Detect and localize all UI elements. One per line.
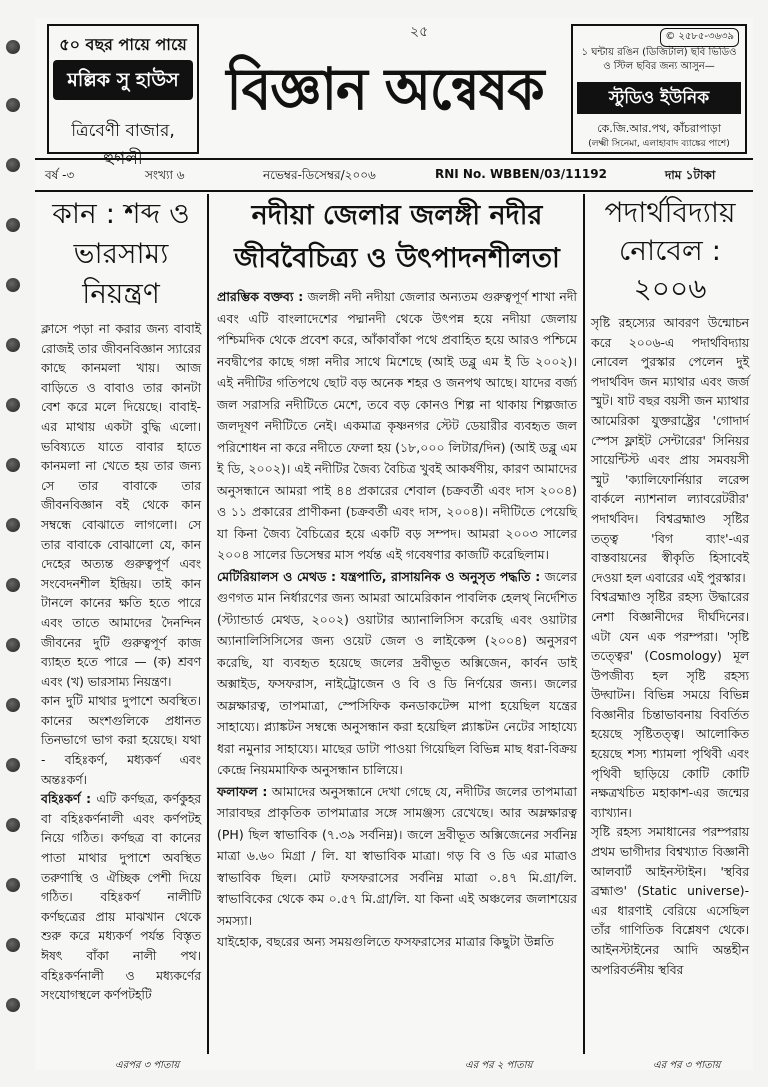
article-heading: পদার্থবিদ্যায় নোবেল : ২০০৬ — [604, 196, 736, 305]
article-jalangi-river — [217, 194, 577, 953]
binder-holes — [6, 30, 28, 1070]
continued-note: এর পর ২ পাতায় — [465, 1060, 533, 1071]
paragraph-label: প্রারম্ভিক বক্তব্য : — [217, 289, 304, 304]
ad-offer-text: ১ ঘন্টায় রঙিন (ডিজিটাল) ছবি ভিডিও ও স্টিল ছবির জন্য আসুন— — [581, 47, 737, 72]
article-paragraph: সৃষ্টি রহস্যের আবরণ উন্মোচন করে ২০০৬-এ পদার্থবিদ্যায় নোবেল পুরস্কার পেলেন দুই পদার্থবিদ জন ম্যাথার এবং জর্জ স্মুট। ষাট বছর বয়সী জন ম্যাথার আমেরিকা যুক্তরাষ্ট্রের 'গোদার্দ স্পেস ফ্লাইট সেন্টারের' সিনিয়র সায়েন্টিস্ট এবং প্রায় সমবয়সী স্মুট 'ক্যালিফোর্নিয়ার লরেন্স বার্কলে ন্যাশনাল ল্যাবরেটরীর' পদার্থবিদ। বিশ্বব্রহ্মাণ্ড সৃষ্টির তত্ত্ব 'বিগ ব্যাং'-এর বাস্তবায়নের স্বীকৃতি হিসাবেই দেওয়া হল এবারের এই পুরস্কার। — [591, 316, 749, 585]
article-paragraph: সৃষ্টি রহস্য সমাধানের পরম্পরায় প্রথম ভাগীদার বিশ্বখ্যাত বিজ্ঞানী আলবার্ট আইনস্টাইন। 'স্থবির ব্রহ্মাণ্ড' (Static universe)-এর ধারণাই বেরিয়ে এসেছিল তাঁর গাণিতিক বিশ্লেষণ থেকে। আইনস্টাইনের আদি অন্তহীন অপরিবর্তনীয় স্থবির — [591, 825, 749, 977]
binder-hole — [6, 518, 20, 532]
ad-address: ত্রিবেণী বাজার, হুগলী — [71, 121, 175, 169]
masthead-title: বিজ্ঞান অন্বেষক — [226, 55, 544, 123]
article-nobel-physics — [591, 194, 749, 980]
binder-hole — [6, 938, 20, 952]
paragraph-text: এটি কর্ণছত্র, কর্ণকুহর বা বহিঃকর্ণনালী এবং কর্ণপটহ নিয়ে গঠিত। কর্ণছত্র বা কানের পাতা মাথার দুপাশে অবস্থিত তরুণাস্থি ও ঐচ্ছিক পেশী দিয়ে গঠিত। বহিঃকর্ণ নালীটি কর্ণছত্রের প্রায় মাঝখান থেকে শুরু করে মধ্যকর্ণ পর্যন্ত বিস্তৃত ঈষৎ বাঁকা নালী পথ। বহিঃকর্ণনালী ও মধ্যকর্ণের সংযোগস্থলে কর্ণপটহটি — [41, 792, 201, 1003]
binder-hole — [6, 638, 20, 652]
binder-hole — [6, 578, 20, 592]
article-heading: নদীয়া জেলার জলঙ্গী নদীর জীববৈচিত্র্য ও উৎপাদনশীলতা — [234, 200, 560, 274]
paragraph-text: জলের গুণগত মান নির্ধারণের জন্য আমরা আমেরিকান পাবলিক হেলথ্ নির্দেশিত (স্ট্যান্ডার্ড মেথড, ২০০২) ওয়াটার অ্যানালিসিস করেছি এবং ওয়াটার অ্যানালিসিসিসের জন্য ওয়েট জেল ও লাইকেন্স (২০০৪) অনুসরণ করেছি, যা ব্যবহৃত হয়েছে জলের দ্রবীভূত অক্সিজেন, কার্বন ডাই অক্সাইড, ফসফরাস, নাইট্রোজেন ও বি ও ডি নির্ণয়ের জন্য। জলের অম্লক্ষারত্ব, তাপমাত্রা, স্পেসিফিক কনডাকটেন্স মাপা হয়েছিল যন্ত্রের সাহায্যে। প্ল্যাঙ্কটন সম্বন্ধে অনুসন্ধান করা হয়েছিল প্ল্যাঙ্কটন নেটের সাহায্যে ধরা নমুনার সাহায্যে। মাছের ডাটা পাওয়া গিয়েছিল বিভিন্ন মাছ ধরা-বিক্রয় কেন্দ্রে নিয়মমাফিক অনুসন্ধান চালিয়ে। — [217, 568, 577, 777]
binder-hole — [6, 218, 20, 232]
column-divider — [583, 194, 585, 1054]
paragraph-label: বহিঃকর্ণ : — [41, 792, 92, 807]
column-divider — [207, 194, 209, 1054]
binder-hole — [6, 998, 20, 1012]
paragraph-label: ফলাফল : — [217, 783, 268, 799]
rni-number: RNI No. WBBEN/03/11192 — [435, 167, 607, 181]
article-paragraph — [217, 566, 577, 781]
article-paragraph: বিশ্বব্রহ্মাণ্ড সৃষ্টির রহস্য উদ্ধারের নেশা বিজ্ঞানীদের দীর্ঘদিনের। এটা যেন এক পরম্পরা। 'সৃষ্টি তত্ত্বের' (Cosmology) মূল উপজীব্য হল সৃষ্টি রহস্য উদ্ঘাটন। বিভিন্ন সময়ে বিভিন্ন বিজ্ঞানীর চিন্তাভাবনায় বিবর্তিত হয়েছে সৃষ্টিতত্ত্ব। আলোকিত হয়েছে শস্য শ্যামলা পৃথিবী এবং পৃথিবী ছাড়িয়ে কোটি কোটি নক্ষত্রখচিত মহাকাশ-এর জন্মের ব্যাখ্যান। — [591, 590, 749, 820]
volume-year: বর্ষ -৩ — [45, 168, 75, 182]
ad-tagline: ৫০ বছর পায়ে পায়ে — [59, 35, 187, 54]
binder-hole — [6, 398, 20, 412]
ad-shop-name: মল্লিক সু হাউস — [53, 60, 193, 100]
price: দাম ১টাকা — [665, 168, 716, 182]
article-paragraph — [217, 286, 577, 566]
issue-date: নভেম্বর-ডিসেম্বর/২০০৬ — [263, 168, 376, 182]
issue-info-bar — [35, 158, 753, 192]
binder-hole — [6, 878, 20, 892]
issue-number: সংখ্যা ৬ — [145, 168, 185, 182]
article-paragraph: কান দুটি মাথার দুপাশে অবস্থিত। কানের অংশগুলিকে প্রধানত তিনভাগে ভাগ করা হয়েছে। যথা - বহিঃকর্ণ, মধ্যকর্ণ এবং অন্তঃকর্ণ। — [41, 694, 201, 787]
newspaper-page — [35, 18, 753, 1070]
advertisement-right — [571, 24, 747, 154]
continued-note: এরপর ৩ পাতায় — [115, 1060, 180, 1071]
article-paragraph — [217, 781, 577, 932]
ad-studio-address: কে.জি.আর.পথ, কাঁচরাপাড়া — [597, 122, 721, 135]
binder-hole — [6, 278, 20, 292]
paragraph-label: মেটিরিয়ালস ও মেথড : যন্ত্রপাতি, রাসায়নিক ও অনুসৃত পদ্ধতি : — [217, 568, 541, 584]
article-paragraph: যাইহোক, বছরের অন্য সময়গুলিতে ফসফরাসের মাত্রার কিছুটা উন্নতি — [217, 934, 554, 949]
ad-studio-landmark: (লক্ষ্মী সিনেমা, এলাহাবাদ ব্যাঙ্কের পাশে) — [588, 139, 730, 149]
article-paragraph: ক্লাসে পড়া না করার জন্য বাবাই রোজই তার জীবনবিজ্ঞান স্যারের কাছে কানমলা খায়। আজ বাড়িতে ও বাবাও তার কানটা বেশ করে মলে দিয়েছে। বাবাই-এর মাথায় একটা বুদ্ধি এলো। ভবিষ্যতে যাতে বাবার হাতে কানমলা না খেতে হয় তার জন্য সে তার বাবাকে তার জীবনবিজ্ঞান বই থেকে কান সম্বন্ধে বোঝাতে লাগলো। সে তার বাবাকে বোঝালো যে, কান দেহের অত্যন্ত গুরুত্বপূর্ণ এবং সংবেদনশীল ইন্দ্রিয়। তাই কান টানলে কানের ক্ষতি হতে পারে এবং তাতে আমাদের দৈনন্দিন জীবনের দুটি গুরুত্বপূর্ণ কাজ ব্যাহত হতে পারে — (ক) শ্রবণ এবং (খ) ভারসাম্য নিয়ন্ত্রণ। — [41, 322, 201, 689]
article-paragraph — [41, 790, 201, 1006]
continued-note: এর পর ৩ পাতায় — [653, 1060, 721, 1071]
paragraph-text: জলঙ্গী নদী নদীয়া জেলার অন্যতম গুরুত্বপূর্ণ শাখা নদী এবং এটি বাংলাদেশের পদ্মানদী থেকে উৎপন্ন হয়ে নদীয়া জেলায় পশ্চিমদিক থেকে প্রবেশ করে, আঁকাবাঁকা পথে প্রবাহিত হয়ে আরও পশ্চিমে নবদ্বীপের কাছে গঙ্গা নদীর সাথে মিশেছে (আই ডব্লু এম ই ডি ২০০২)। এই নদীটির গতিপথে ছোট বড় অনেক শহর ও জনপথ আছে। যাদের বর্জ্য জল সরাসরি নদীটিতে মেশে, তবে বড় কোনও শিল্প না থাকায় শিল্পজাত জলদূষণ নদীটিতে নেই। একমাত্র কৃষ্ণনগর স্টেট ডেয়ারীর ব্যবহৃত জল পরিশোধন না করে নদীতে ফেলা হয় (১৮,০০০ লিটার/দিন) (আই ডব্লু এম ই ডি, ২০০২)। এই নদীটির জৈব্য বৈচিত্র খুবই আকর্ষণীয়, কারণ আমাদের অনুসন্ধানে আমরা পাই ৪৪ প্রকারের শেবাল (চক্রবর্তী এবং দাস ২০০৪) ও ১১ প্রকারের প্রাণীকনা (চক্রবর্তী এবং দাস, ২০০৪)। নদীটিতে পেয়েছি যা কিনা জৈব্য বৈচিত্রের হয়ে একটি বড় সম্পদ। আমরা ২০০৩ সালের ২০০৪ সালের ডিসেম্বর মাস পর্যন্ত এই গবেষণার কাজটি করেছিলাম। — [217, 289, 577, 562]
binder-hole — [6, 40, 20, 54]
binder-hole — [6, 458, 20, 472]
binder-hole — [6, 698, 20, 712]
article-heading: কান : শব্দ ও ভারসাম্য নিয়ন্ত্রণ — [52, 197, 190, 310]
binder-hole — [6, 338, 20, 352]
handwritten-page-number: ২৫ — [410, 24, 429, 40]
paragraph-text: আমাদের অনুসন্ধানে দেখা গেছে যে, নদীটির জলের তাপমাত্রা সারাবছর প্রাকৃতিক তাপমাত্রার সঙ্গে সামঞ্জস্য রেখেছে। আর অম্লক্ষারত্ব (PH) ছিল স্বাভাবিক (৭.৩৯ সর্বনিম্ন)। জলে দ্রবীভূত অক্সিজেনের সর্বনিম্ন মাত্রা ৬.৬০ মিগ্রা / লি. যা স্বাভাবিক মাত্রা। গড় বি ও ডি এর মাত্রাও স্বাভাবিক ছিল। মোট ফসফরাসের সর্বনিম্ন মাত্রা ০.৪৭ মি.গ্রা/লি. স্বাভাবিকের থেকে কম ০.৫৭ মি.গ্রা/লি. যা কিনা এই অঞ্চলের জলাশয়ের সমস্যা। — [217, 783, 577, 928]
ad-studio-name: স্টুডিও ইউনিক — [577, 82, 741, 114]
ad-phone: © ২৫৮৫-৩৬৩৯ — [660, 28, 739, 47]
article-ear-anatomy — [41, 194, 201, 1006]
binder-hole — [6, 158, 20, 172]
advertisement-left — [47, 24, 199, 169]
binder-hole — [6, 758, 20, 772]
binder-hole — [6, 98, 20, 112]
binder-hole — [6, 818, 20, 832]
